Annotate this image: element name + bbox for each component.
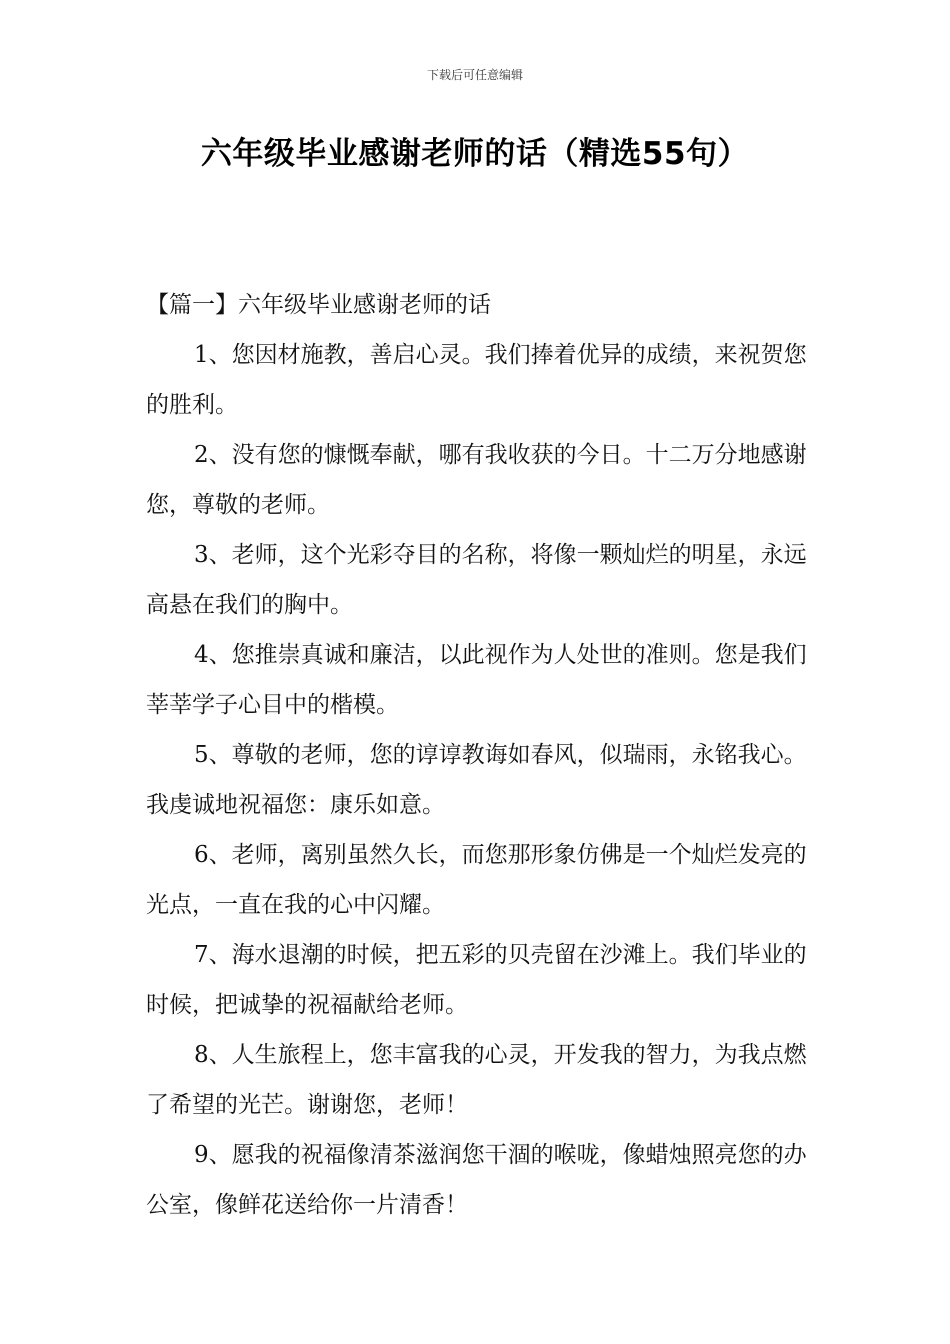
list-item: 4、您推崇真诚和廉洁，以此视作为人处世的准则。您是我们莘莘学子心目中的楷模。 xyxy=(146,642,807,718)
list-item: 6、老师，离别虽然久长，而您那形象仿佛是一个灿烂发亮的光点，一直在我的心中闪耀。 xyxy=(146,842,807,918)
page-header-note: 下载后可任意编辑 xyxy=(426,68,523,82)
list-item: 7、海水退潮的时候，把五彩的贝壳留在沙滩上。我们毕业的时候，把诚挚的祝福献给老师。 xyxy=(146,942,807,1018)
document-body xyxy=(146,280,826,1230)
list-item: 5、尊敬的老师，您的谆谆教诲如春风，似瑞雨，永铭我心。我虔诚地祝福您：康乐如意。 xyxy=(146,742,807,818)
section-heading: 【篇一】六年级毕业感谢老师的话 xyxy=(146,292,491,318)
list-item: 3、老师，这个光彩夺目的名称，将像一颗灿烂的明星，永远高悬在我们的胸中。 xyxy=(146,542,807,618)
list-item: 8、人生旅程上，您丰富我的心灵，开发我的智力，为我点燃了希望的光芒。谢谢您，老师！ xyxy=(146,1042,807,1118)
list-item: 9、愿我的祝福像清茶滋润您干涸的喉咙，像蜡烛照亮您的办公室，像鲜花送给你一片清香！ xyxy=(146,1142,807,1218)
list-item: 2、没有您的慷慨奉献，哪有我收获的今日。十二万分地感谢您，尊敬的老师。 xyxy=(146,442,807,518)
list-item: 1、您因材施教，善启心灵。我们捧着优异的成绩，来祝贺您的胜利。 xyxy=(146,342,807,418)
document-title: 六年级毕业感谢老师的话（精选55句） xyxy=(200,136,750,172)
